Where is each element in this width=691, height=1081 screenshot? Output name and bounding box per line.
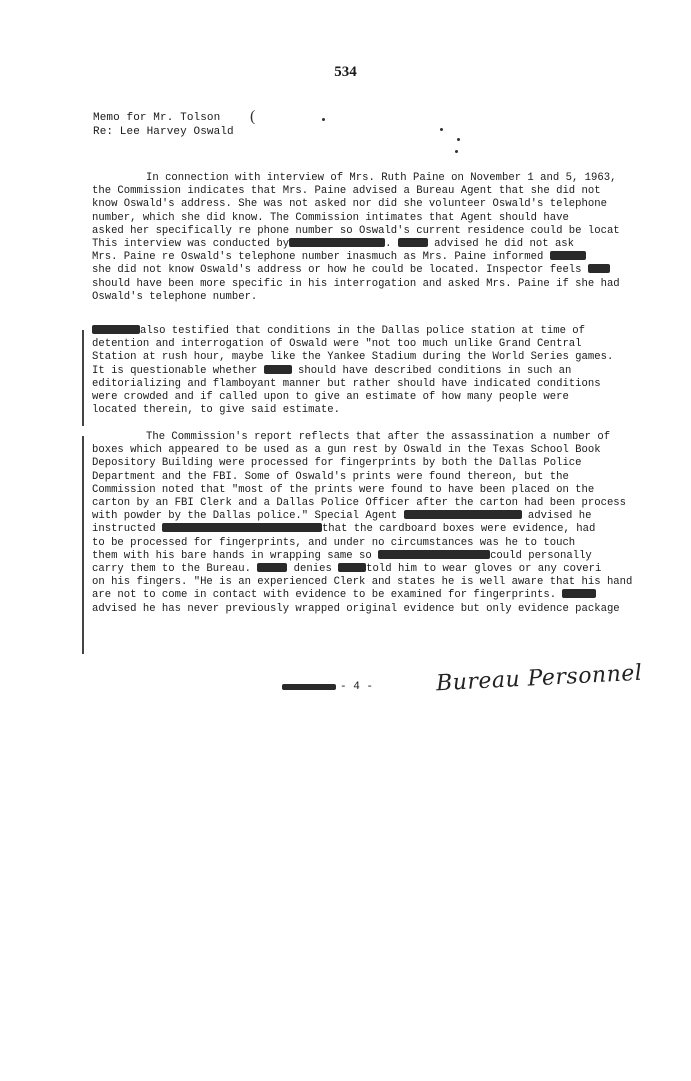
text-segment: instructed	[92, 523, 162, 536]
text-line	[92, 603, 632, 616]
text-line	[92, 225, 620, 238]
stray-dot	[322, 118, 325, 121]
text-line	[92, 291, 620, 304]
text-line	[92, 264, 620, 277]
stray-mark: (	[250, 108, 256, 125]
memo-recipient: Memo for Mr. Tolson	[93, 112, 221, 124]
text-line	[92, 238, 620, 251]
text-line	[92, 278, 620, 291]
text-segment: editorializing and flamboyant manner but rather should have indicated conditions	[92, 377, 601, 390]
text-segment: boxes which appeared to be used as a gun rest by Oswald in the Texas School Book	[92, 444, 601, 457]
paragraph-police-station-conditions	[92, 325, 613, 417]
text-line	[92, 589, 632, 602]
text-line	[92, 251, 620, 264]
text-line	[92, 431, 632, 444]
text-line	[92, 457, 632, 470]
text-segment: number, which she did know. The Commission intimates that Agent should have	[92, 211, 569, 224]
text-segment: Oswald's telephone number.	[92, 290, 258, 303]
text-line	[92, 523, 632, 536]
text-line	[92, 550, 632, 563]
text-line	[92, 365, 613, 378]
text-line	[92, 351, 613, 364]
text-segment: to be processed for fingerprints, and under no circumstances was he to touch	[92, 536, 576, 549]
margin-bar	[82, 330, 84, 426]
text-segment: carry them to the Bureau.	[92, 563, 258, 576]
text-line	[92, 471, 632, 484]
text-line	[92, 185, 620, 198]
text-segment: The Commission's report reflects that after the assassination a number of	[146, 431, 611, 443]
text-segment: should have been more specific in his interrogation and asked Mrs. Paine if she had	[92, 277, 620, 290]
text-line	[92, 172, 620, 185]
text-segment: advised he has never previously wrapped original evidence but only evidence package	[92, 602, 620, 615]
redaction-bar	[92, 325, 140, 334]
redaction-bar	[550, 251, 586, 260]
text-segment: Depository Building were processed for fingerprints by both the Dallas Police	[92, 457, 582, 470]
text-segment: This interview was conducted by	[92, 238, 290, 251]
text-segment: also testified that conditions in the Dallas police station at time of	[140, 325, 586, 337]
text-line	[92, 510, 632, 523]
text-line	[92, 378, 613, 391]
text-segment: In connection with interview of Mrs. Ruth Paine on November 1 and 5, 1963,	[146, 172, 617, 184]
text-segment: she did not know Oswald's address or how he could be located. Inspector feels	[92, 264, 588, 277]
text-segment: Commission noted that "most of the prints were found to have been placed on the	[92, 483, 595, 496]
text-line	[92, 198, 620, 211]
page-number: 534	[334, 64, 357, 80]
stray-dot	[457, 138, 460, 141]
redaction-bar	[562, 589, 596, 598]
text-line	[92, 444, 632, 457]
redaction-bar	[338, 563, 366, 572]
text-line	[92, 484, 632, 497]
redaction-bar	[404, 510, 522, 519]
redaction-bar	[282, 684, 336, 690]
memo-subject: Re: Lee Harvey Oswald	[93, 126, 234, 138]
redaction-bar	[289, 238, 385, 247]
text-segment: Station at rush hour, maybe like the Yankee Stadium during the World Series games.	[92, 351, 614, 364]
text-line	[92, 391, 613, 404]
text-segment: could personally	[490, 549, 592, 562]
stray-dot	[440, 128, 443, 131]
paragraph-paine-interview	[92, 172, 620, 304]
text-segment: with powder by the Dallas police." Special Agent	[92, 510, 404, 523]
text-segment: them with his bare hands in wrapping same so	[92, 549, 379, 562]
text-segment: located therein, to give said estimate.	[92, 404, 340, 417]
redaction-bar	[588, 264, 610, 273]
text-segment: know Oswald's address. She was not asked nor did she volunteer Oswald's telephone	[92, 198, 607, 211]
text-segment: .	[385, 238, 398, 251]
text-line	[92, 404, 613, 417]
text-line	[92, 563, 632, 576]
text-segment: advised he	[521, 510, 592, 523]
text-line	[92, 325, 613, 338]
text-line	[92, 576, 632, 589]
stray-dot	[455, 150, 458, 153]
margin-bar	[82, 436, 84, 654]
text-segment: It is questionable whether	[92, 364, 264, 377]
redaction-bar	[378, 550, 490, 559]
redaction-bar	[257, 563, 287, 572]
text-segment: denies	[287, 563, 339, 576]
redaction-bar	[162, 523, 322, 532]
text-segment: were crowded and if called upon to give an estimate of how many people were	[92, 391, 569, 404]
text-segment: advised he did not ask	[427, 238, 575, 251]
footer-page-number: - 4 -	[340, 681, 374, 693]
text-segment: Mrs. Paine re Oswald's telephone number inasmuch as Mrs. Paine informed	[92, 251, 550, 264]
text-segment: detention and interrogation of Oswald were "not too much unlike Grand Central	[92, 338, 582, 351]
text-line	[92, 537, 632, 550]
text-segment: on his fingers. "He is an experienced Clerk and states he is well aware that his hand	[92, 576, 633, 589]
text-line	[92, 497, 632, 510]
paragraph-fingerprint-evidence	[92, 431, 632, 616]
handwritten-signature: Bureau Personnel	[435, 660, 643, 697]
redaction-bar	[264, 365, 292, 374]
text-segment: should have described conditions in such an	[291, 364, 572, 377]
text-line	[92, 338, 613, 351]
text-segment: the Commission indicates that Mrs. Paine advised a Bureau Agent that she did not	[92, 185, 601, 198]
redaction-bar	[398, 238, 428, 247]
text-segment: that the cardboard boxes were evidence, had	[321, 523, 596, 536]
text-segment: are not to come in contact with evidence to be examined for fingerprints.	[92, 589, 563, 602]
text-segment: asked her specifically re phone number so Oswald's current residence could be locat	[92, 224, 620, 237]
text-segment: Department and the FBI. Some of Oswald's prints were found thereon, but the	[92, 470, 569, 483]
text-segment: told him to wear gloves or any coveri	[366, 563, 602, 576]
text-line	[92, 212, 620, 225]
text-segment: carton by an FBI Clerk and a Dallas Police Officer after the carton had been process	[92, 497, 627, 510]
